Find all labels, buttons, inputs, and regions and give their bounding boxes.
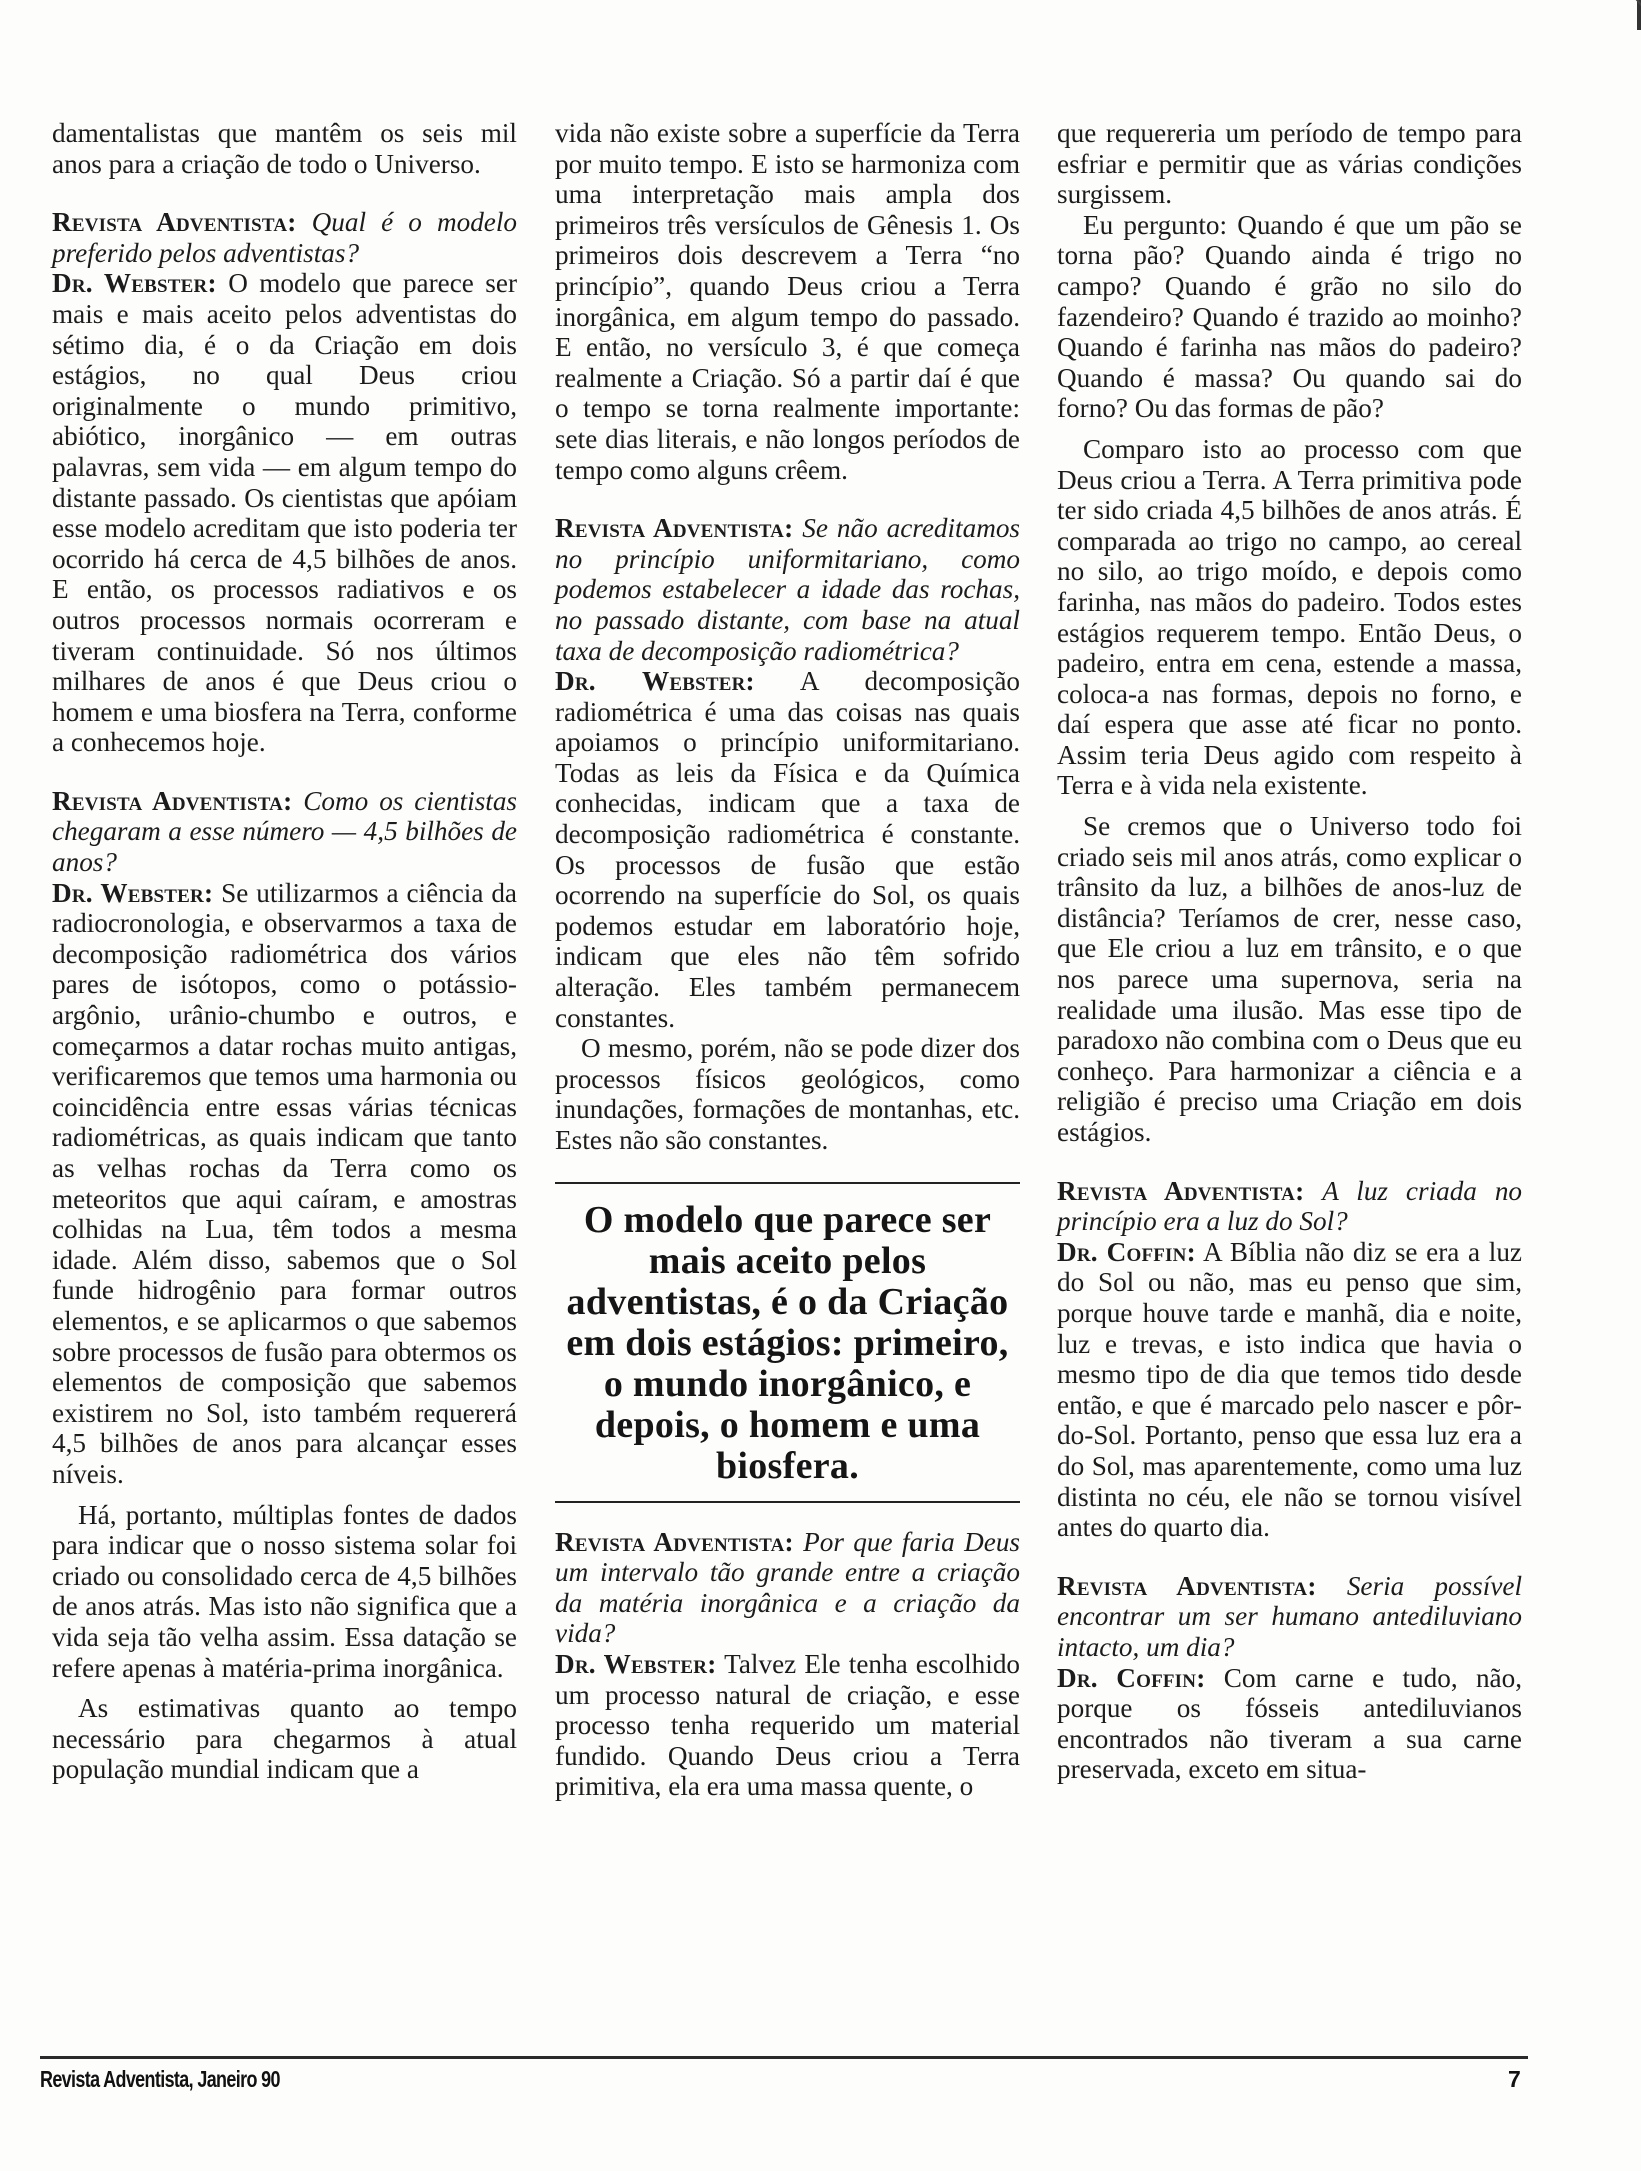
interviewee-label: Dr. Coffin: (1057, 1236, 1196, 1267)
paragraph: vida não existe sobre a superfície da Terra por muito tempo. E isto se harmoniza com uma interpretação mais ampla dos primeiros três versículos de Gênesis 1. Os primeiros dois descrevem a Terra “no princípio”, quando Deus criou a Terra inorgânica, em algum tempo do passado. E então, no versículo 3, é que começa realmente a Criação. Só a partir daí é que o tempo se torna realmente importante: sete dias literais, e não longos períodos de tempo como alguns crêem. (555, 118, 1020, 485)
interviewer-label: Revista Adventista: (52, 207, 297, 238)
page-number: 7 (1508, 2066, 1521, 2092)
question-text: Como os cientistas chegaram a esse número — 4,5 bilhões de anos? (52, 785, 517, 878)
interview-question (52, 786, 517, 878)
paragraph: que requereria um período de tempo para esfriar e permitir que as várias condições surgissem. (1057, 118, 1522, 210)
question-text: Seria possível encontrar um ser humano antediluviano intacto, um dia? (1057, 1570, 1523, 1662)
answer-text: A Bíblia não diz se era a luz do Sol ou não, mas eu penso que sim, porque houve tarde e manhã, dia e noite, luz e trevas, e isto indica que havia o mesmo tipo de dia que temos tido desde então, e que é marcado pelo nascer e pôr-do-Sol. Portanto, penso que essa luz era a do Sol, mas aparentemente, como uma luz distinta no céu, ele não se tornou visível antes do quarto dia. (1057, 1236, 1522, 1543)
interviewee-label: Dr. Webster: (555, 666, 755, 697)
interviewee-label: Dr. Coffin: (1057, 1662, 1206, 1693)
interviewer-label: Revista Adventista: (1057, 1570, 1317, 1601)
answer-text: A decomposição radiométrica é uma das coisas nas quais apoiamos o princípio uniformitariano. Todas as leis da Física e da Química conhecidas, indicam que a taxa de decomposição radiométrica é constante. Os processos de fusão que estão ocorrendo na superfície do Sol, os quais podemos estudar em laboratório hoje, indicam que eles não têm sofrido alteração. Eles também permanecem constantes. (555, 666, 1021, 1033)
footer-divider (40, 2056, 1528, 2059)
text-column-3 (1057, 118, 1522, 1785)
text-column-1 (52, 118, 517, 1785)
interviewer-label: Revista Adventista: (555, 1526, 794, 1557)
answer-text: Talvez Ele tenha escolhido um processo natural de criação, e esse processo tenha requerido um material fundido. Quando Deus criou a Terra primitiva, ela era uma massa quente, o (555, 1648, 1021, 1802)
paragraph: Se cremos que o Universo todo foi criado seis mil anos atrás, como explicar o trânsito da luz, a bilhões de anos-luz de distância? Teríamos de crer, nesse caso, que Ele criou a luz em trânsito, e o que nos parece uma supernova, seria na realidade uma ilusão. Mas esse tipo de paradoxo não combina com o Deus que eu conheço. Para harmonizar a ciência e a religião é preciso uma Criação em dois estágios. (1057, 811, 1522, 1147)
interviewee-label: Dr. Webster: (555, 1648, 717, 1679)
paragraph: Comparo isto ao processo com que Deus criou a Terra. A Terra primitiva pode ter sido criada 4,5 bilhões de anos atrás. É comparada ao trigo no campo, ao cereal no silo, ao trigo moído, e depois como farinha, nas mãos do padeiro. Todos estes estágios requerem tempo. Então Deus, o padeiro, entra em cena, estende a massa, coloca-a nas formas, depois no forno, e daí espera que asse até ficar no ponto. Assim teria Deus agido com respeito à Terra e à vida nela existente. (1057, 433, 1522, 801)
interview-answer (52, 268, 517, 758)
interview-answer (555, 1649, 1020, 1802)
paragraph: Há, portanto, múltiplas fontes de dados para indicar que o nosso sistema solar foi criado ou consolidado cerca de 4,5 bilhões de anos atrás. Mas isto não significa que a vida seja tão velha assim. Essa datação se refere apenas à matéria-prima inorgânica. (52, 1499, 517, 1683)
paragraph: Eu pergunto: Quando é que um pão se torna pão? Quando ainda é trigo no campo? Quando é grão no silo do fazendeiro? Quando é trazido ao moinho? Quando é farinha nas mãos do padeiro? Quando é massa? Ou quando sai do forno? Ou das formas de pão? (1057, 209, 1522, 424)
question-text: Por que faria Deus um intervalo tão grande entre a criação da matéria inorgânica e a criação da vida? (555, 1526, 1020, 1649)
page-corner-fold (1615, 0, 1641, 30)
interview-answer (1057, 1663, 1522, 1785)
interviewee-label: Dr. Webster: (52, 877, 214, 908)
text-column-2 (555, 118, 1020, 1802)
interview-answer (52, 878, 517, 1490)
answer-text: Se utilizarmos a ciência da radiocronologia, e observarmos a taxa de decomposição radiométrica dos vários pares de isótopos, como o potássio-argônio, urânio-chumbo e outros, e começarmos a datar rochas muito antigas, verificaremos que temos uma harmonia ou coincidência entre essas várias técnicas radiométricas, as quais indicam que tanto as velhas rochas da Terra como os meteoritos que aqui caíram, e amostras colhidas na Lua, têm todos a mesma idade. Além disso, sabemos que o Sol funde hidrogênio para formar outros elementos, e se aplicarmos o que sabemos sobre processos de fusão para obtermos os elementos de composição que sabemos existirem no Sol, isto também requererá 4,5 bilhões de anos para alcançar esses níveis. (52, 877, 518, 1489)
pull-quote: O modelo que parece ser mais aceito pelos adventistas, é o da Criação em dois estágios: primeiro, o mundo inorgânico, e depois, o homem e uma biosfera. (555, 1182, 1020, 1503)
paragraph: O mesmo, porém, não se pode dizer dos processos físicos geológicos, como inundações, formações de montanhas, etc. Estes não são constantes. (555, 1033, 1020, 1155)
paragraph: damentalistas que mantêm os seis mil anos para a criação de todo o Universo. (52, 118, 517, 179)
question-text: Qual é o modelo preferido pelos adventistas? (52, 207, 517, 268)
interview-question (555, 1527, 1020, 1649)
interview-question (555, 513, 1020, 666)
interview-answer (555, 666, 1020, 1033)
interviewer-label: Revista Adventista: (1057, 1175, 1305, 1206)
answer-text: Com carne e tudo, não, porque os fósseis antediluvianos encontrados não tiveram a sua carne preservada, exceto em situa- (1057, 1662, 1522, 1785)
interview-answer (1057, 1237, 1522, 1543)
interview-question (52, 207, 517, 268)
interviewee-label: Dr. Webster: (52, 268, 217, 299)
footer-publication: Revista Adventista, Janeiro 90 (40, 2066, 280, 2092)
interview-question (1057, 1176, 1522, 1237)
interview-question (1057, 1571, 1522, 1663)
question-text: Se não acreditamos no princípio uniformitariano, como podemos estabelecer a idade das rochas, no passado distante, com base na atual taxa de decomposição radiométrica? (555, 513, 1021, 666)
interviewer-label: Revista Adventista: (555, 513, 794, 544)
question-text: A luz criada no princípio era a luz do Sol? (1057, 1175, 1523, 1237)
answer-text: O modelo que parece ser mais e mais aceito pelos adventistas do sétimo dia, é o da Criação em dois estágios, no qual Deus criou originalmente o mundo primitivo, abiótico, inorgânico — em outras palavras, sem vida — em algum tempo do distante passado. Os cientistas que apóiam esse modelo acreditam que isto poderia ter ocorrido há cerca de 4,5 bilhões de anos. E então, os processos radiativos e os outros processos normais ocorreram e tiveram continuidade. Só nos últimos milhares de anos é que Deus criou o homem e uma biosfera na Terra, conforme a conhecemos hoje. (52, 268, 518, 758)
paragraph: As estimativas quanto ao tempo necessário para chegarmos à atual população mundial indicam que a (52, 1693, 517, 1785)
interviewer-label: Revista Adventista: (52, 785, 293, 816)
